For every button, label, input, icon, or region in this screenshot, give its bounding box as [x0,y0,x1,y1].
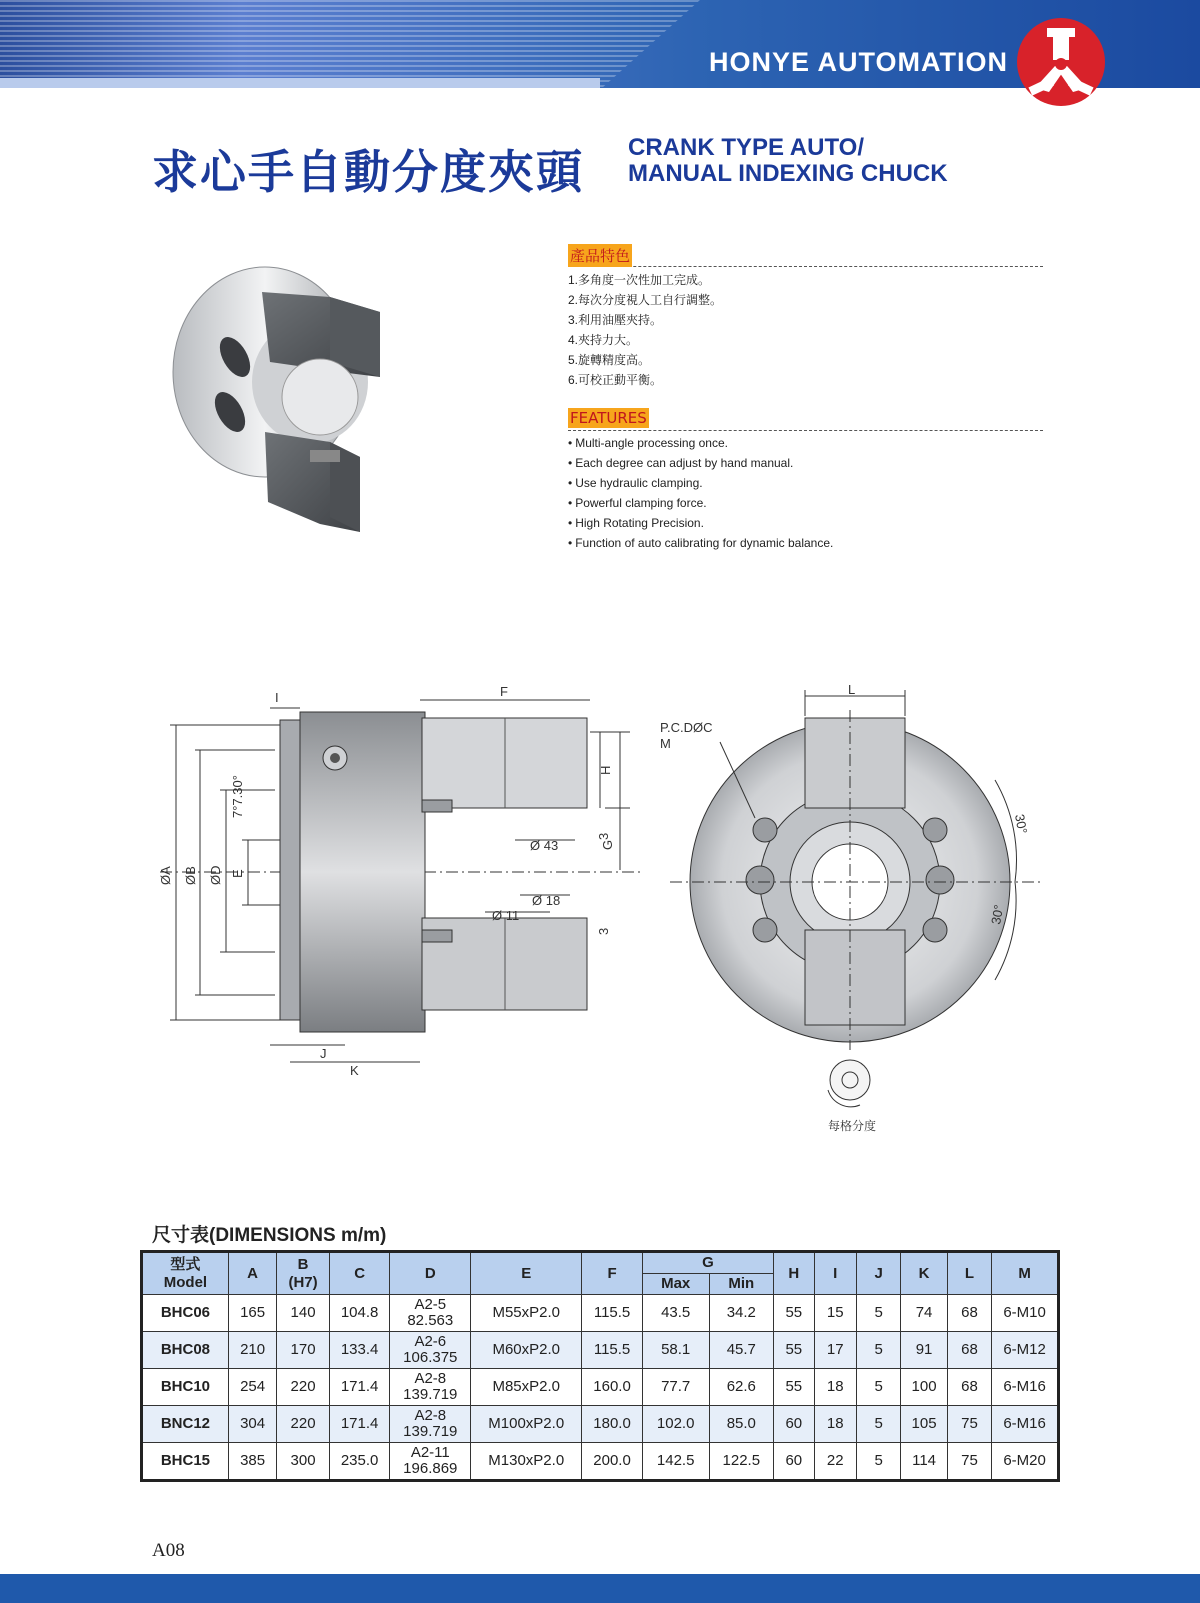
table-row [142,1332,1059,1369]
dim-label-a: ØA [158,866,173,885]
cell-j: 5 [856,1443,900,1481]
dim-label-3-bottom: 3 [596,927,611,935]
cell-a: 304 [228,1406,276,1443]
table-row [142,1369,1059,1406]
header-b-sub: (H7) [288,1273,318,1291]
page-title-chinese: 求心手自動分度夾頭 [152,145,584,199]
features-en-list [568,433,833,553]
list-item: 5.旋轉精度高。 [568,353,651,367]
header-e: E [471,1252,582,1295]
cell-d-dia: 196.869 [403,1460,458,1477]
dim-label-e: E [230,869,245,878]
header-model-en: Model [163,1273,208,1291]
dim-label-m: M [660,736,671,751]
dim-label-g: G [600,839,615,850]
cell-d-dia: 139.719 [403,1386,458,1403]
cell-j: 5 [856,1295,900,1332]
title-english-line1: CRANK TYPE AUTO/ [628,134,865,161]
list-item: • Each degree can adjust by hand manual. [568,453,833,473]
table-row [142,1443,1059,1481]
cell-f: 200.0 [582,1443,643,1481]
cell-l: 75 [947,1406,991,1443]
cell-a: 210 [228,1332,276,1369]
cell-m: 6-M16 [992,1406,1059,1443]
cell-k: 74 [901,1295,947,1332]
header-b [277,1252,330,1295]
header-a: A [228,1252,276,1295]
cell-k: 100 [901,1369,947,1406]
cell-i: 18 [814,1406,856,1443]
features-cn-header [568,244,1043,267]
cell-i: 18 [814,1369,856,1406]
cell-i: 22 [814,1443,856,1481]
cell-e: M100xP2.0 [471,1406,582,1443]
cell-g-min: 62.6 [709,1369,774,1406]
cell-c: 171.4 [329,1406,390,1443]
header-b-label: B [297,1255,309,1273]
cell-e: M130xP2.0 [471,1443,582,1481]
dimensions-table [140,1250,1060,1482]
dim-label-d43: Ø 43 [530,838,559,853]
cell-h: 55 [774,1295,814,1332]
cell-a: 385 [228,1443,276,1481]
cell-k: 91 [901,1332,947,1369]
cell-g-max: 43.5 [642,1295,709,1332]
dim-label-j: J [320,1046,327,1061]
list-item: 6.可校正動平衡。 [568,373,663,387]
cell-h: 60 [774,1443,814,1481]
header-model [142,1252,229,1295]
cell-j: 5 [856,1369,900,1406]
list-item: • High Rotating Precision. [568,513,833,533]
cell-b: 220 [277,1369,330,1406]
index-caption: 每格分度 [828,1119,877,1133]
header-g-max: Max [642,1274,709,1295]
cell-h: 55 [774,1369,814,1406]
cell-m: 6-M16 [992,1369,1059,1406]
cell-e: M55xP2.0 [471,1295,582,1332]
cell-d-dia: 82.563 [407,1312,454,1329]
cell-model: BHC15 [142,1443,229,1481]
cell-model: BHC08 [142,1332,229,1369]
cell-b: 300 [277,1443,330,1481]
cell-h: 60 [774,1406,814,1443]
cell-g-max: 142.5 [642,1443,709,1481]
list-item: 1.多角度一次性加工完成。 [568,273,711,287]
dim-label-f: F [500,684,508,699]
cell-h: 55 [774,1332,814,1369]
cell-g-max: 77.7 [642,1369,709,1406]
list-item: • Multi-angle processing once. [568,433,833,453]
cell-l: 68 [947,1295,991,1332]
header-m: M [992,1252,1059,1295]
list-item: 4.夾持力大。 [568,333,639,347]
dim-label-h: H [598,765,613,775]
table-title: 尺寸表(DIMENSIONS m/m) [152,1225,387,1246]
header-l: L [947,1252,991,1295]
cell-f: 180.0 [582,1406,643,1443]
cell-d [390,1443,471,1481]
header-g-min: Min [709,1274,774,1295]
front-view-drawing [660,682,1070,1140]
cell-b: 140 [277,1295,330,1332]
cell-d-spec: A2-5 [414,1296,447,1313]
header-i: I [814,1252,856,1295]
table-header-row [142,1252,1059,1274]
side-view-drawing [150,684,650,1100]
header-h: H [774,1252,814,1295]
list-item: 3.利用油壓夾持。 [568,313,663,327]
cell-d-dia: 139.719 [403,1423,458,1440]
dim-label-l: L [848,682,856,697]
cell-b: 220 [277,1406,330,1443]
page-number: A08 [152,1540,185,1561]
dim-label-k: K [350,1063,359,1078]
cell-g-min: 45.7 [709,1332,774,1369]
header-f: F [582,1252,643,1295]
cell-b: 170 [277,1332,330,1369]
cell-a: 165 [228,1295,276,1332]
cell-model: BHC06 [142,1295,229,1332]
cell-k: 114 [901,1443,947,1481]
dim-label-30-bottom: 30° [988,903,1007,926]
cell-f: 160.0 [582,1369,643,1406]
cell-d-spec: A2-8 [414,1407,447,1424]
table-row [142,1295,1059,1332]
header-d: D [390,1252,471,1295]
dim-label-i: I [275,690,279,705]
honye-logo-icon [1015,16,1107,108]
cell-e: M85xP2.0 [471,1369,582,1406]
cell-model: BHC10 [142,1369,229,1406]
list-item: • Use hydraulic clamping. [568,473,833,493]
cell-d-spec: A2-6 [414,1333,447,1350]
cell-f: 115.5 [582,1332,643,1369]
features-cn-heading: 產品特色 [568,244,632,267]
brand-name: HONYE AUTOMATION [709,47,1008,77]
features-en-header [568,408,1043,431]
features-en-heading: FEATURES [570,409,647,427]
header-j: J [856,1252,900,1295]
dim-label-d: ØD [208,865,223,885]
cell-k: 105 [901,1406,947,1443]
dim-label-d11: Ø 11 [492,908,520,923]
header-underline [0,78,600,88]
cell-d [390,1332,471,1369]
dim-label-d18: Ø 18 [532,893,561,908]
cell-d-spec: A2-11 [410,1444,450,1461]
list-item: 2.每次分度視人工自行調整。 [568,293,723,307]
dim-label-30-top: 30° [1012,812,1031,835]
dim-label-3-top: 3 [596,832,611,840]
cell-i: 17 [814,1332,856,1369]
cell-l: 68 [947,1369,991,1406]
cell-i: 15 [814,1295,856,1332]
cell-a: 254 [228,1369,276,1406]
dim-label-angle: 7°7.30° [230,775,245,818]
cell-l: 68 [947,1332,991,1369]
header-g: G [642,1252,773,1274]
cell-m: 6-M12 [992,1332,1059,1369]
cell-d-dia: 106.375 [403,1349,458,1366]
cell-e: M60xP2.0 [471,1332,582,1369]
cell-g-min: 122.5 [709,1443,774,1481]
header-stripes [0,0,700,88]
cell-d [390,1369,471,1406]
cell-m: 6-M10 [992,1295,1059,1332]
footer-bar [0,1574,1200,1603]
cell-m: 6-M20 [992,1443,1059,1481]
product-photo [170,262,430,552]
header-k: K [901,1252,947,1295]
title-english-line2: MANUAL INDEXING CHUCK [628,160,948,187]
cell-g-max: 102.0 [642,1406,709,1443]
dim-label-b: ØB [183,866,198,885]
cell-c: 133.4 [329,1332,390,1369]
list-item: • Function of auto calibrating for dynamic balance. [568,533,833,553]
header-model-cn: 型式 [170,1255,201,1273]
cell-j: 5 [856,1332,900,1369]
cell-g-min: 34.2 [709,1295,774,1332]
cell-d [390,1295,471,1332]
table-row [142,1406,1059,1443]
cell-c: 104.8 [329,1295,390,1332]
cell-d [390,1406,471,1443]
cell-c: 171.4 [329,1369,390,1406]
cell-c: 235.0 [329,1443,390,1481]
cell-j: 5 [856,1406,900,1443]
page-title-english [628,135,948,187]
header-c: C [329,1252,390,1295]
cell-l: 75 [947,1443,991,1481]
features-cn-list [568,270,722,390]
cell-g-max: 58.1 [642,1332,709,1369]
cell-model: BNC12 [142,1406,229,1443]
dim-label-pcd: P.C.DØC [660,720,713,735]
list-item: • Powerful clamping force. [568,493,833,513]
cell-f: 115.5 [582,1295,643,1332]
cell-g-min: 85.0 [709,1406,774,1443]
cell-d-spec: A2-8 [414,1370,447,1387]
